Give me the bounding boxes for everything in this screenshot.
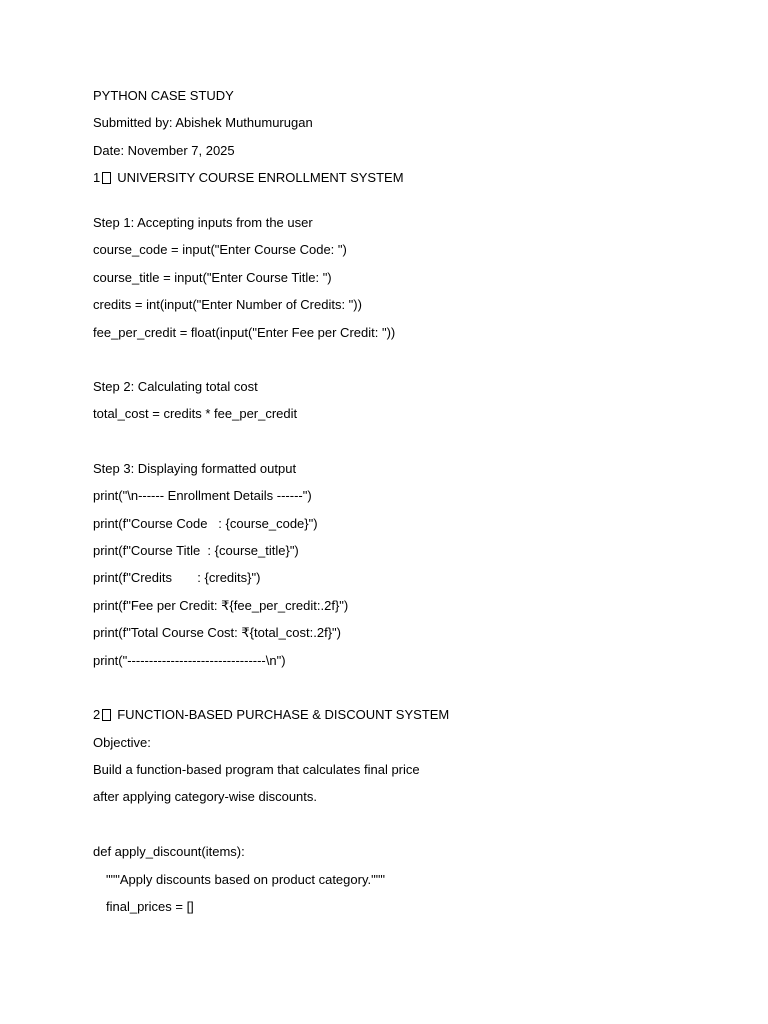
section1-step2: Step 2: Calculating total cost — [93, 379, 258, 394]
objective-label: Objective: — [93, 735, 151, 750]
code-line-print-course-code: print(f"Course Code : {course_code}") — [93, 516, 318, 531]
section2-number: 2 — [93, 707, 101, 722]
document-date: Date: November 7, 2025 — [93, 143, 235, 158]
section1-heading — [93, 170, 404, 186]
objective-text-line-1: Build a function-based program that calculates final price — [93, 762, 420, 777]
missing-glyph-icon — [102, 709, 111, 721]
code-line-print-course-title: print(f"Course Title : {course_title}") — [93, 543, 299, 558]
section1-number: 1 — [93, 170, 101, 185]
code-line-final-prices: final_prices = [] — [106, 899, 194, 914]
code-line-def: def apply_discount(items): — [93, 844, 245, 859]
submitted-by: Submitted by: Abishek Muthumurugan — [93, 115, 313, 130]
section1-step1: Step 1: Accepting inputs from the user — [93, 215, 313, 230]
code-line-print-footer: print("--------------------------------\n") — [93, 653, 286, 668]
section2-heading — [93, 707, 449, 723]
code-line-print-fee: print(f"Fee per Credit: ₹{fee_per_credit:.2f}") — [93, 598, 349, 613]
code-line-course-code: course_code = input("Enter Course Code: ") — [93, 242, 347, 257]
code-line-print-header: print("\n------ Enrollment Details ------") — [93, 488, 312, 503]
document-title: PYTHON CASE STUDY — [93, 88, 234, 103]
code-line-course-title: course_title = input("Enter Course Title: ") — [93, 270, 332, 285]
code-line-total-cost: total_cost = credits * fee_per_credit — [93, 406, 298, 421]
code-line-fee-per-credit: fee_per_credit = float(input("Enter Fee per Credit: ")) — [93, 325, 396, 340]
code-line-print-total: print(f"Total Course Cost: ₹{total_cost:.2f}") — [93, 625, 341, 640]
code-line-credits: credits = int(input("Enter Number of Credits: ")) — [93, 297, 362, 312]
section1-heading-text: UNIVERSITY COURSE ENROLLMENT SYSTEM — [117, 170, 404, 185]
missing-glyph-icon — [102, 172, 111, 184]
section2-heading-text: FUNCTION-BASED PURCHASE & DISCOUNT SYSTEM — [117, 707, 450, 722]
code-line-docstring: """Apply discounts based on product category.""" — [106, 872, 385, 887]
code-line-print-credits: print(f"Credits : {credits}") — [93, 570, 261, 585]
objective-text-line-2: after applying category-wise discounts. — [93, 789, 318, 804]
section1-step3: Step 3: Displaying formatted output — [93, 461, 297, 476]
